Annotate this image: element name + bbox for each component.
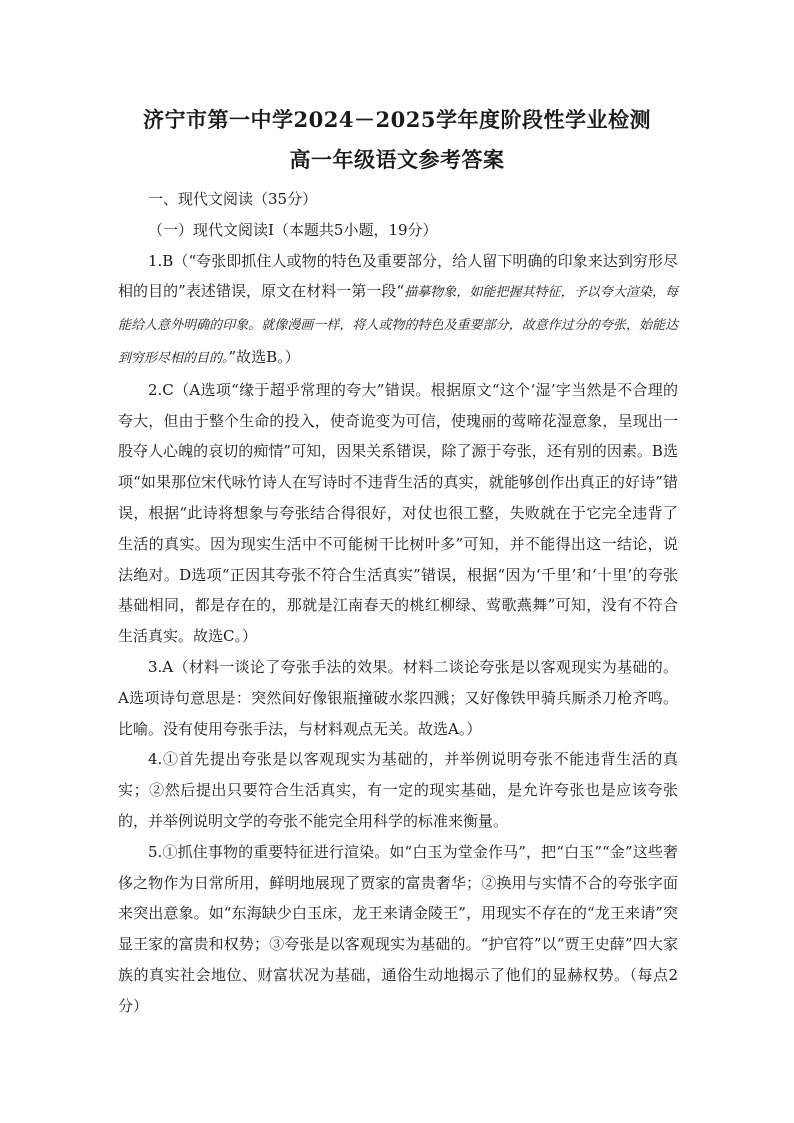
- answer-q1-text: 1.B（“夸张即抓住人或物的特色及重要部分，给人留下明确的印象来达到穷形尽相的目的”表述错误，原文在材料一第一段“: [118, 251, 678, 301]
- answer-q4: 4.①首先提出夸张是以客观现实为基础的，并举例说明夸张不能违背生活的真实；②然后提出只要符合生活真实，有一定的现实基础，是允许夸张也是应该夸张的，并举例说明文学的夸张不能完全用科学的标准来衡量。: [118, 750, 678, 830]
- answer-q1-end: ”故选B。）: [228, 347, 300, 366]
- answer-q1-quote: 描摹物象，如能把握其特征，予以夸大渲染，每能给人意外明确的印象。就像漫画一样，将人或物的特色及重要部分，故意作过分的夸张，始能达到穷形尽相的目的。: [118, 285, 678, 366]
- answer-q2: 2.C（A选项“缘于超乎常理的夸大”错误。根据原文“这个‘湿’字当然是不合理的夸大，但由于整个生命的投入，使奇诡变为可信，使瑰丽的莺啼花湿意象，呈现出一股夺人心魄的哀切的痴情”可知，因果关系错误，除了源于夸张，还有别的因素。B选项“如果那位宋代咏竹诗人在写诗时不违背生活的真实，就能够创作出真正的好诗”错误，根据“此诗将想象与夸张结合得很好，对仗也很工整，失败就在于它完全违背了生活的真实。因为现实生活中不可能树干比树叶多”可知，并不能得出这一结论，说法绝对。D选项“正因其夸张不符合生活真实”错误，根据“因为‘千里’和‘十里’的夸张基础相同，都是存在的，那就是江南春天的桃红柳绿、莺歌燕舞”可知，没有不符合生活真实。故选C。）: [118, 380, 678, 646]
- answer-content: [118, 184, 678, 1022]
- section-heading: 一、现代文阅读（35分）: [148, 190, 318, 208]
- subsection-heading: （一）现代文阅读Ⅰ（本题共5小题，19分）: [148, 220, 438, 239]
- answer-q5: 5.①抓住事物的重要特征进行渲染。如“白玉为堂金作马”，把“白玉”“金”这些奢侈之物作为日常所用，鲜明地展现了贾家的富贵奢华；②换用与实情不合的夸张字面来突出意象。如“东海缺少白玉床，龙王来请金陵王”，用现实不存在的“龙王来请”突显王家的富贵和权势；③夸张是以客观现实为基础的。“护官符”以“贾王史薛”四大家族的真实社会地位、财富状况为基础，通俗生动地揭示了他们的显赫权势。（每点2分）: [118, 842, 678, 1015]
- answer-q1: [118, 246, 678, 375]
- answer-q3: 3.A（材料一谈论了夸张手法的效果。材料二谈论夸张是以客观现实为基础的。A选项诗句意思是：突然间好像银瓶撞破水浆四溅；又好像铁甲骑兵厮杀刀枪齐鸣。比喻。没有使用夸张手法，与材料观点无关。故选A。）: [118, 657, 678, 738]
- document-subtitle: 高一年级语文参考答案: [289, 147, 505, 172]
- document-title: 济宁市第一中学2024－2025学年度阶段性学业检测: [143, 107, 651, 132]
